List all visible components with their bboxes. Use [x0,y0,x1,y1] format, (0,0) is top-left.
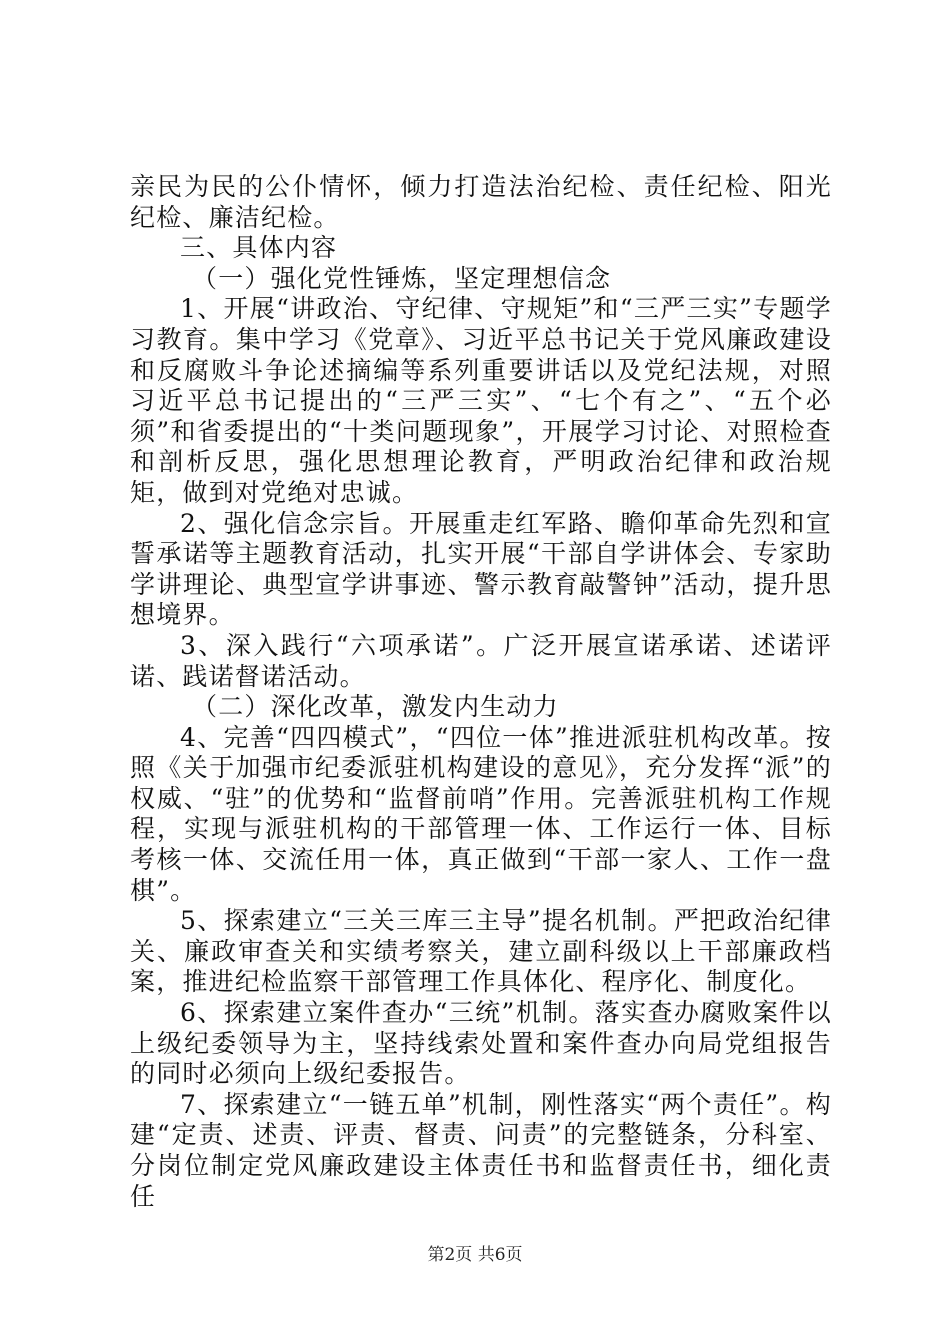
paragraph-item-4: 4、完善“四四模式”，“四位一体”推进派驻机构改革。按照《关于加强市纪委派驻机构建设的意见》，充分发挥“派”的权威、“驻”的优势和“监督前哨”作用。完善派驻机构工作规程，实现与派驻机构的干部管理一体、工作运行一体、目标考核一体、交流任用一体，真正做到“干部一家人、工作一盘棋”。 [130,722,832,905]
paragraph-item-5: 5、探索建立“三关三库三主导”提名机制。严把政治纪律关、廉政审查关和实绩考察关，建立副科级以上干部廉政档案，推进纪检监察干部管理工作具体化、程序化、制度化。 [130,906,832,997]
subsection-heading: （二）深化改革，激发内生动力 [192,692,559,722]
subsection-heading: （一）强化党性锤炼，坚定理想信念 [192,263,612,293]
paragraph-continuation: 亲民为民的公仆情怀，倾力打造法治纪检、责任纪检、阳光纪检、廉洁纪检。 [130,172,832,232]
paragraph-item-1: 1、开展“讲政治、守纪律、守规矩”和“三严三实”专题学习教育。集中学习《党章》、习近平总书记关于党风廉政建设和反腐败斗争论述摘编等系列重要讲话以及党纪法规，对照习近平总书记提出的“三严三实”、“七个有之”、“五个必须”和省委提出的“十类问题现象”，开展学习讨论、对照检查和剖析反思，强化思想理论教育，严明政治纪律和政治规矩，做到对党绝对忠诚。 [130,294,832,507]
section-heading: 三、具体内容 [180,233,338,263]
paragraph-item-2: 2、强化信念宗旨。开展重走红军路、瞻仰革命先烈和宣誓承诺等主题教育活动，扎实开展“干部自学讲体会、专家助学讲理论、典型宣学讲事迹、警示教育敲警钟”活动，提升思想境界。 [130,508,832,630]
paragraph-item-7: 7、探索建立“一链五单”机制，刚性落实“两个责任”。构建“定责、述责、评责、督责、问责”的完整链条，分科室、分岗位制定党风廉政建设主体责任书和监督责任书，细化责任 [130,1089,832,1211]
paragraph-item-6: 6、探索建立案件查办“三统”机制。落实查办腐败案件以上级纪委领导为主，坚持线索处置和案件查办向局党组报告的同时必须向上级纪委报告。 [130,998,832,1089]
page-number-footer: 第2页 共6页 [427,1245,523,1265]
document-body [130,172,832,1212]
paragraph-item-3: 3、深入践行“六项承诺”。广泛开展宣诺承诺、述诺评诺、践诺督诺活动。 [130,630,832,691]
